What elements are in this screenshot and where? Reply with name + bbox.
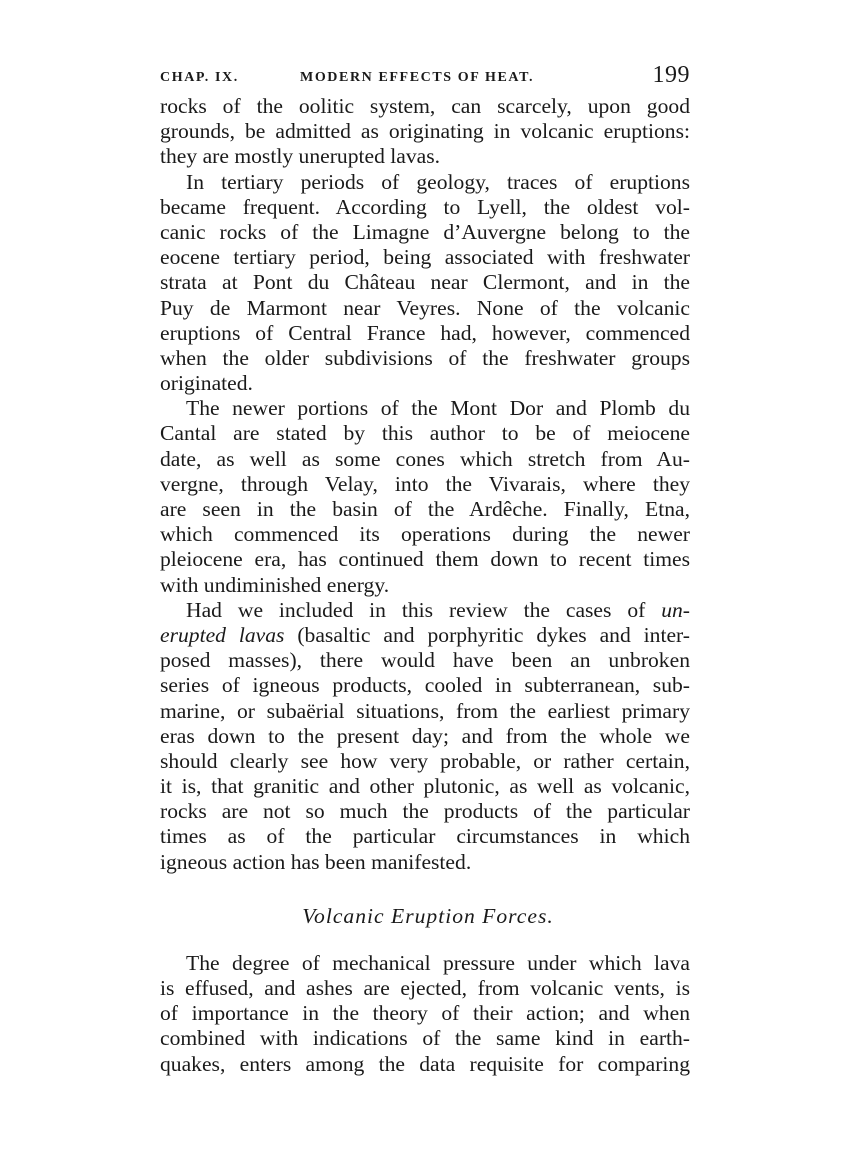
page-number: 199 [652,62,690,88]
book-page [160,62,690,1077]
text-line: In tertiary periods of geology, traces of eruptions [186,169,690,194]
text-run: (basaltic and porphyritic dykes and inter- [284,622,690,647]
text-line: became frequent. According to Lyell, the oldest vol- [160,194,690,219]
text-line: Cantal are stated by this author to be of meiocene [160,421,690,446]
text-line: is effused, and ashes are ejected, from volcanic vents, is [160,976,690,1000]
text-line: which commenced its operations during the newer [160,522,690,547]
chapter-label: CHAP. IX. [160,70,239,85]
text-line: eras down to the present day; and from the whole we [160,723,690,748]
text-line: series of igneous products, cooled in subterranean, sub- [160,673,690,698]
text-line: date, as well as some cones which stretch from Au- [160,446,690,471]
paragraph-1 [160,94,690,170]
text-line: rocks of the oolitic system, can scarcely, upon good [160,94,690,118]
text-line: posed masses), there would have been an unbroken [160,648,690,673]
text-line: strata at Pont du Château near Clermont, and in the [160,270,690,295]
paragraph-2 [160,170,690,397]
text-line: canic rocks of the Limagne d’Auvergne belong to the [160,219,690,244]
text-line: rocks are not so much the products of the particular [160,799,690,824]
text-run: Had we included in this review the cases of [186,597,662,622]
text-line: Puy de Marmont near Veyres. None of the volcanic [160,295,690,320]
text-line [160,598,690,623]
paragraph-4 [160,598,690,875]
text-line: originated. [160,371,253,396]
spacer [160,929,690,951]
text-line: grounds, be admitted as originating in volcanic eruptions: [160,119,690,144]
text-line: it is, that granitic and other plutonic, as well as volcanic, [160,774,690,799]
text-line: they are mostly unerupted lavas. [160,144,441,169]
text-line: when the older subdivisions of the freshwater groups [160,345,690,370]
text-line: with undiminished energy. [160,572,390,597]
text-line: combined with indications of the same kind in earth- [160,1026,690,1051]
text-line: pleiocene era, has continued them down to recent times [160,547,690,572]
text-line: eocene tertiary period, being associated with freshwater [160,245,690,270]
text-line: are seen in the basin of the Ardêche. Finally, Etna, [160,497,690,521]
section-heading: Volcanic Eruption Forces. [302,903,554,928]
paragraph-5 [160,951,690,1077]
running-title: MODERN EFFECTS OF HEAT. [300,70,535,85]
text-line: The newer portions of the Mont Dor and Plomb du [186,396,690,421]
text-line: eruptions of Central France had, however, commenced [160,320,690,345]
paragraph-3 [160,396,690,598]
text-line: of importance in the theory of their action; and when [160,1001,690,1026]
text-line: times as of the particular circumstances in which [160,824,690,849]
text-line: should clearly see how very probable, or rather certain, [160,748,690,773]
text-line: igneous action has been manifested. [160,849,472,874]
text-line: The degree of mechanical pressure under which lava [186,950,690,975]
text-line: quakes, enters among the data requisite for comparing [160,1051,690,1076]
running-head [160,62,690,94]
italic-term: erupted lavas [160,622,285,647]
text-line: vergne, through Velay, into the Vivarais, where they [160,471,690,496]
spacer [160,875,690,903]
text-line: marine, or subaërial situations, from the earliest primary [160,698,690,723]
italic-term: un- [661,597,690,622]
text-line [160,623,690,648]
